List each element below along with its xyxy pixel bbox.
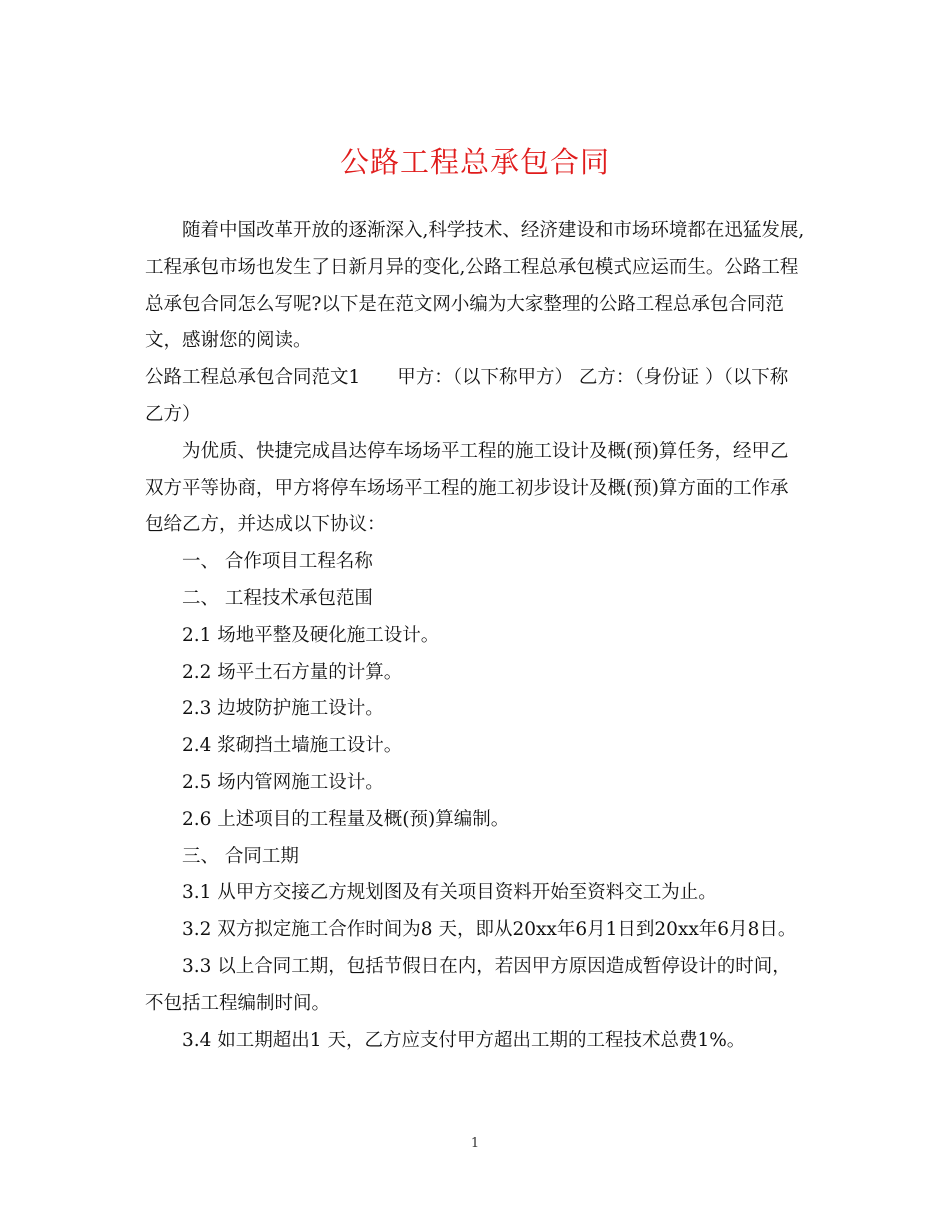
section-heading-2: 二、 工程技术承包范围 <box>182 587 373 609</box>
clause-3-2: 3.2 双方拟定施工合作时间为8 天，即从20xx年6月1日到20xx年6月8日。 <box>182 919 797 941</box>
intro-paragraph: 随着中国改革开放的逐渐深入,科学技术、经济建设和市场环境都在迅猛发展,工程承包市场也发生了日新月异的变化,公路工程总承包模式应运而生。公路工程总承包合同怎么写呢?以下是在范文网小编为大家整理的公路工程总承包合同范文，感谢您的阅读。 <box>145 220 805 352</box>
clause-2-4: 2.4 浆砌挡土墙施工设计。 <box>182 735 403 757</box>
clause-3-1: 3.1 从甲方交接乙方规划图及有关项目资料开始至资料交工为止。 <box>182 882 717 904</box>
section-heading-1: 一、 合作项目工程名称 <box>182 551 373 573</box>
agreement-paragraph: 为优质、快捷完成昌达停车场场平工程的施工设计及概(预)算任务，经甲乙双方平等协商，甲方将停车场场平工程的施工初步设计及概(预)算方面的工作承包给乙方，并达成以下协议： <box>145 440 789 536</box>
section-heading-3: 三、 合同工期 <box>182 845 299 867</box>
clause-2-5: 2.5 场内管网施工设计。 <box>182 771 384 793</box>
clause-3-4: 3.4 如工期超出1 天，乙方应支付甲方超出工期的工程技术总费1%。 <box>182 1029 746 1051</box>
clause-3-3: 3.3 以上合同工期，包括节假日在内，若因甲方原因造成暂停设计的时间，不包括工程编制时间。 <box>145 955 791 1014</box>
clause-2-6: 2.6 上述项目的工程量及概(预)算编制。 <box>182 808 510 830</box>
clause-2-1: 2.1 场地平整及硬化施工设计。 <box>182 624 440 646</box>
clause-2-2: 2.2 场平土石方量的计算。 <box>182 661 403 683</box>
page-number: 1 <box>470 1136 480 1151</box>
document-title: 公路工程总承包合同 <box>339 145 610 179</box>
document-body <box>145 213 805 1059</box>
contract-header-line: 公路工程总承包合同范文1 甲方：（以下称甲方） 乙方：（身份证 ）（以下称乙方） <box>145 367 789 425</box>
clause-2-3: 2.3 边坡防护施工设计。 <box>182 698 384 720</box>
